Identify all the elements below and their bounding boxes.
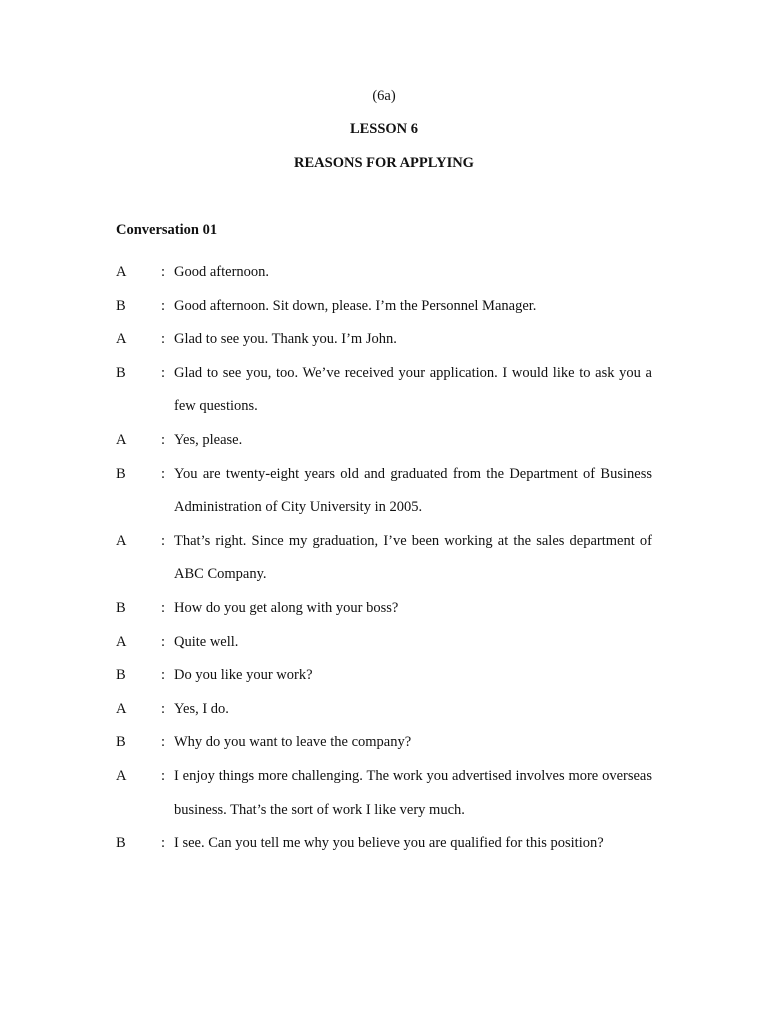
separator: : xyxy=(161,431,166,448)
dialogue-turn xyxy=(116,827,652,861)
utterance-text: Do you like your work? xyxy=(174,667,313,684)
speaker-label: A xyxy=(116,633,127,650)
utterance-text: Glad to see you, too. We’ve received your application. I would like to ask you a few questions. xyxy=(174,364,652,415)
utterance-text: Good afternoon. Sit down, please. I’m the Personnel Manager. xyxy=(174,297,537,314)
utterance-text: You are twenty-eight years old and graduated from the Department of Business Administration of City University in 2005. xyxy=(174,465,652,516)
speaker-label: B xyxy=(116,297,126,314)
utterance-text: Good afternoon. xyxy=(174,264,270,280)
separator: : xyxy=(161,633,166,650)
utterance-text: Quite well. xyxy=(174,633,239,650)
utterance-text: I see. Can you tell me why you believe you are qualified for this position? xyxy=(174,835,604,852)
separator: : xyxy=(161,331,166,348)
separator: : xyxy=(161,532,166,549)
speaker-label: B xyxy=(116,734,126,751)
separator: : xyxy=(161,264,166,280)
speaker-label: B xyxy=(116,599,126,616)
speaker-label: A xyxy=(116,700,127,717)
dialogue-turn xyxy=(116,256,652,290)
speaker-label: A xyxy=(116,431,127,448)
separator: : xyxy=(161,599,166,616)
dialogue-turn xyxy=(116,424,652,458)
dialogue-turn xyxy=(116,693,652,727)
utterance-text: How do you get along with your boss? xyxy=(174,599,399,616)
dialogue-turn xyxy=(116,760,652,827)
speaker-label: A xyxy=(116,532,127,549)
utterance-text: Yes, please. xyxy=(174,431,243,448)
speaker-label: A xyxy=(116,264,127,280)
separator: : xyxy=(161,297,166,314)
speaker-label: A xyxy=(116,331,127,348)
dialogue-turn xyxy=(116,626,652,660)
lesson-subtitle: REASONS FOR APPLYING xyxy=(294,155,474,171)
speaker-label: B xyxy=(116,465,126,482)
utterance-text: Why do you want to leave the company? xyxy=(174,734,412,751)
dialogue-turn xyxy=(116,323,652,357)
page-number: (6a) xyxy=(372,88,396,104)
dialogue-turn xyxy=(116,726,652,760)
dialogue-turn xyxy=(116,357,652,424)
utterance-text: Glad to see you. Thank you. I’m John. xyxy=(174,331,397,348)
separator: : xyxy=(161,835,166,852)
speaker-label: B xyxy=(116,364,126,381)
separator: : xyxy=(161,700,166,717)
separator: : xyxy=(161,767,166,784)
dialogue-turn xyxy=(116,525,652,592)
dialogue-turn xyxy=(116,458,652,525)
utterance-text: That’s right. Since my graduation, I’ve been working at the sales department of ABC Company. xyxy=(174,532,652,583)
lesson-title: LESSON 6 xyxy=(349,121,419,137)
dialogue-turn xyxy=(116,290,652,324)
speaker-label: B xyxy=(116,667,126,684)
dialogue xyxy=(116,256,652,861)
separator: : xyxy=(161,364,166,381)
separator: : xyxy=(161,734,166,751)
separator: : xyxy=(161,667,166,684)
speaker-label: B xyxy=(116,835,126,852)
utterance-text: I enjoy things more challenging. The work you advertised involves more overseas business. That’s the sort of work I like very much. xyxy=(174,767,652,818)
dialogue-turn xyxy=(116,592,652,626)
speaker-label: A xyxy=(116,767,127,784)
separator: : xyxy=(161,465,166,482)
utterance-text: Yes, I do. xyxy=(174,700,229,717)
dialogue-turn xyxy=(116,659,652,693)
conversation-heading: Conversation 01 xyxy=(116,222,218,238)
